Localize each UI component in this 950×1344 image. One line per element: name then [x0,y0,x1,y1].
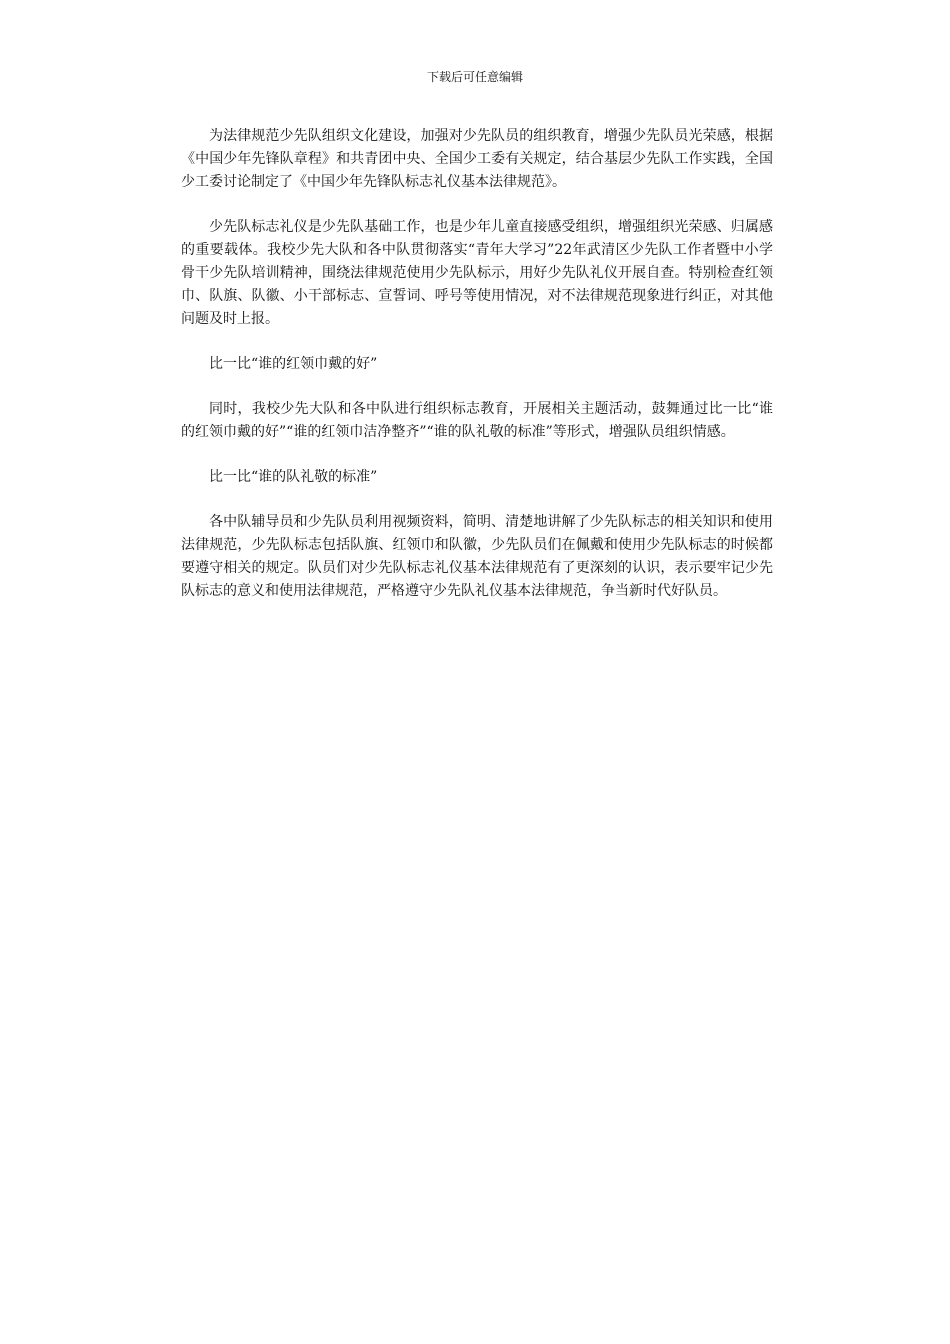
paragraph-education: 各中队辅导员和少先队员利用视频资料，简明、清楚地讲解了少先队标志的相关知识和使用法律规范，少先队标志包括队旗、红领巾和队徽，少先队员们在佩戴和使用少先队标志的时候都要遵守相关的规定。队员们对少先队标志礼仪基本法律规范有了更深刻的认识，表示要牢记少先队标志的意义和使用法律规范，严格遵守少先队礼仪基本法律规范，争当新时代好队员。 [181,514,773,599]
section-heading-scarf: 比一比“谁的红领巾戴的好” [209,356,378,372]
paragraph-intro: 为法律规范少先队组织文化建设，加强对少先队员的组织教育，增强少先队员光荣感，根据《中国少年先锋队章程》和共青团中央、全国少工委有关规定，结合基层少先队工作实践，全国少工委讨论制定了《中国少年先锋队标志礼仪基本法律规范》。 [181,128,773,190]
page-header: 下载后可任意编辑 [426,70,523,84]
section-heading-salute: 比一比“谁的队礼敬的标准” [209,469,378,485]
document-body [181,125,773,625]
paragraph-activities: 同时，我校少先大队和各中队进行组织标志教育，开展相关主题活动，鼓舞通过比一比“谁的红领巾戴的好”“谁的红领巾洁净整齐”“谁的队礼敬的标准”等形式，增强队员组织情感。 [181,401,773,440]
paragraph-self-check: 少先队标志礼仪是少先队基础工作，也是少年儿童直接感受组织，增强组织光荣感、归属感的重要载体。我校少先大队和各中队贯彻落实“青年大学习”22年武清区少先队工作者暨中小学骨干少先队培训精神，围绕法律规范使用少先队标示，用好少先队礼仪开展自查。特别检查红领巾、队旗、队徽、小干部标志、宣誓词、呼号等使用情况，对不法律规范现象进行纠正，对其他问题及时上报。 [181,219,773,327]
